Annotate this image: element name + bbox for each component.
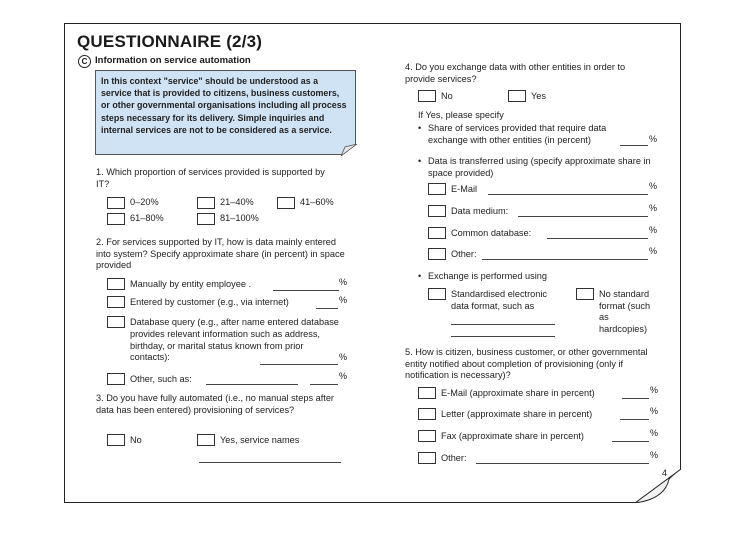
q4-format-input-2[interactable] <box>451 336 555 337</box>
q4-data-medium-checkbox[interactable] <box>428 205 446 217</box>
q4-common-db-share-input[interactable] <box>547 238 648 239</box>
percent-unit: % <box>649 181 658 191</box>
q4-standardised-checkbox[interactable] <box>428 288 446 300</box>
q2-other-label: Other, such as: <box>130 374 192 384</box>
percent-unit: % <box>339 371 348 381</box>
percent-unit: % <box>339 277 348 287</box>
q1-option-41-60-checkbox[interactable] <box>277 197 295 209</box>
q5-email-label: E-Mail (approximate share in percent) <box>441 388 595 398</box>
bullet-icon: • <box>418 123 422 133</box>
q5-letter-checkbox[interactable] <box>418 408 436 420</box>
q4-no-standard-label: No standard format (such as hardcopies) <box>599 289 651 334</box>
q3-service-names-input[interactable] <box>199 462 341 463</box>
q2-customer-checkbox[interactable] <box>107 296 125 308</box>
q4-other-label: Other: <box>451 249 477 259</box>
percent-unit: % <box>650 428 659 438</box>
q2-customer-share-input[interactable] <box>316 308 338 309</box>
q4-question: 4. Do you exchange data with other entities in order to provide services? <box>405 62 626 84</box>
q1-option-61-80-checkbox[interactable] <box>107 213 125 225</box>
q1-option-label: 41–60% <box>300 197 334 207</box>
q5-fax-label: Fax (approximate share in percent) <box>441 431 584 441</box>
q3-no-label: No <box>130 435 142 445</box>
q4-other-share-input[interactable] <box>482 259 648 260</box>
q1-option-label: 61–80% <box>130 213 164 223</box>
q1-option-21-40-checkbox[interactable] <box>197 197 215 209</box>
q5-question: 5. How is citizen, business customer, or other governmental entity notified about completion of provisioning (only if notification is necessary)? <box>405 347 648 380</box>
q4-email-checkbox[interactable] <box>428 183 446 195</box>
q2-manual-checkbox[interactable] <box>107 278 125 290</box>
q5-fax-share-input[interactable] <box>612 441 649 442</box>
page-number: 4 <box>662 468 668 478</box>
q4-standardised-label: Standardised electronic data format, such as <box>451 289 548 311</box>
page-curl-icon <box>635 469 681 503</box>
percent-unit: % <box>649 246 658 256</box>
q4-format-input-1[interactable] <box>451 324 555 325</box>
q1-option-label: 81–100% <box>220 213 259 223</box>
q4-email-label: E-Mail <box>451 184 478 194</box>
q1-option-label: 21–40% <box>220 197 254 207</box>
q4-no-checkbox[interactable] <box>418 90 436 102</box>
percent-unit: % <box>650 385 659 395</box>
q2-other-name-input[interactable] <box>206 384 298 385</box>
q4-email-share-input[interactable] <box>488 194 648 195</box>
q4-exchange-label: Exchange is performed using <box>428 271 547 281</box>
q4-data-medium-share-input[interactable] <box>518 216 648 217</box>
q4-no-standard-checkbox[interactable] <box>576 288 594 300</box>
q4-transfer-label: Data is transferred using (specify approximate share in space provided) <box>428 156 651 178</box>
q3-yes-label: Yes, service names <box>220 435 300 445</box>
q2-database-label: Database query (e.g., after name entered database provides relevant information such as address, birthday, or marital status known from prior contacts): <box>130 317 339 363</box>
q5-email-checkbox[interactable] <box>418 387 436 399</box>
q4-yes-label: Yes <box>531 91 546 101</box>
definition-note <box>95 70 356 155</box>
q1-question: 1. Which proportion of services provided is supported by IT? <box>96 167 325 189</box>
q5-other-checkbox[interactable] <box>418 452 436 464</box>
q2-database-share-input[interactable] <box>260 364 338 365</box>
percent-unit: % <box>650 406 659 416</box>
q4-share-input[interactable] <box>620 145 648 146</box>
percent-unit: % <box>650 450 659 460</box>
note-fold-icon <box>341 144 357 156</box>
q5-other-label: Other: <box>441 453 467 463</box>
q4-share-label: Share of services provided that require data exchange with other entities (in percent) <box>428 123 607 145</box>
q4-if-yes-label: If Yes, please specify <box>418 110 504 120</box>
q5-fax-checkbox[interactable] <box>418 430 436 442</box>
q5-email-share-input[interactable] <box>622 398 649 399</box>
q5-other-share-input[interactable] <box>476 463 649 464</box>
q5-letter-share-input[interactable] <box>620 419 649 420</box>
q1-option-label: 0–20% <box>130 197 159 207</box>
q2-manual-label: Manually by entity employee . <box>130 279 252 289</box>
percent-unit: % <box>649 203 658 213</box>
percent-unit: % <box>339 295 348 305</box>
q2-other-share-input[interactable] <box>310 384 338 385</box>
q2-manual-share-input[interactable] <box>273 290 339 291</box>
q1-option-81-100-checkbox[interactable] <box>197 213 215 225</box>
q2-question: 2. For services supported by IT, how is data mainly entered into system? Specify approximate share (in percent) in space provided <box>96 237 345 270</box>
q4-yes-checkbox[interactable] <box>508 90 526 102</box>
percent-unit: % <box>339 352 348 362</box>
q4-common-db-checkbox[interactable] <box>428 227 446 239</box>
bullet-icon: • <box>418 271 422 281</box>
percent-unit: % <box>649 134 658 144</box>
percent-unit: % <box>649 225 658 235</box>
q1-option-0-20-checkbox[interactable] <box>107 197 125 209</box>
q4-no-label: No <box>441 91 453 101</box>
q4-other-checkbox[interactable] <box>428 248 446 260</box>
q3-no-checkbox[interactable] <box>107 434 125 446</box>
q5-letter-label: Letter (approximate share in percent) <box>441 409 593 419</box>
q4-common-db-label: Common database: <box>451 228 532 238</box>
q4-data-medium-label: Data medium: <box>451 206 509 216</box>
c-marker-icon: C <box>78 55 91 68</box>
page-title: QUESTIONNAIRE (2/3) <box>77 32 263 51</box>
section-heading: Information on service automation <box>95 55 251 66</box>
definition-note-text: In this context "service" should be understood as a service that is provided to citizens, business customers, or other governmental organisations including all process steps necessary for its delivery. Simple inquiries and internal services are not to be considered as a service. <box>101 76 347 135</box>
q2-database-checkbox[interactable] <box>107 316 125 328</box>
bullet-icon: • <box>418 156 422 166</box>
q2-customer-label: Entered by customer (e.g., via internet) <box>130 297 289 307</box>
q3-question: 3. Do you have fully automated (i.e., no manual steps after data has been entered) provisioning of services? <box>96 393 334 415</box>
q3-yes-checkbox[interactable] <box>197 434 215 446</box>
q2-other-checkbox[interactable] <box>107 373 125 385</box>
